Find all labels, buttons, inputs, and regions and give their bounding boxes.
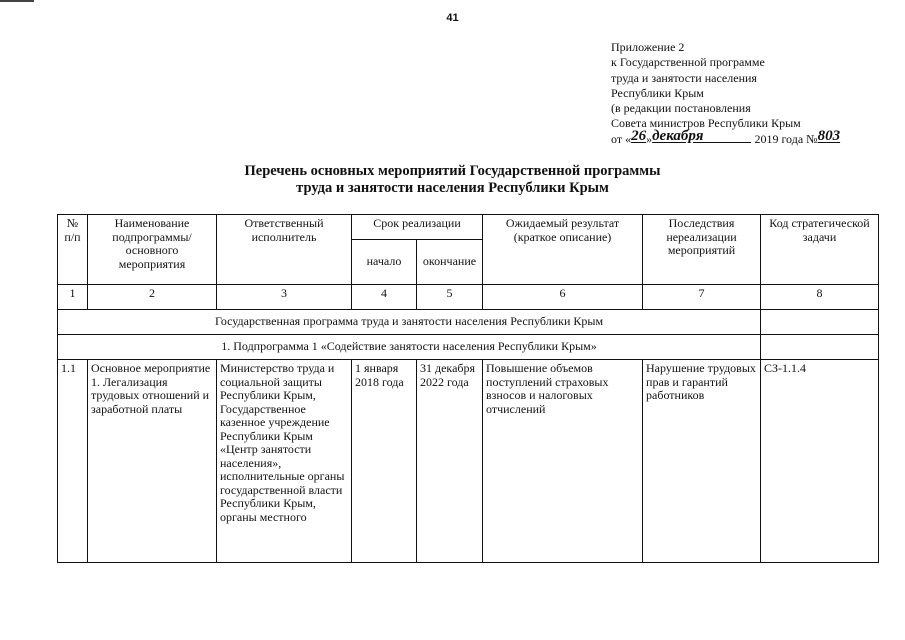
column-number: 7 bbox=[643, 285, 761, 310]
program-title: Государственная программа труда и занятости населения Республики Крым bbox=[58, 310, 761, 335]
date-day-handwritten: 26 bbox=[631, 127, 647, 144]
row-consequence: Нарушение трудовых прав и гарантий работников bbox=[643, 360, 761, 563]
column-number: 5 bbox=[417, 285, 483, 310]
header-executor: Ответственный исполнитель bbox=[217, 215, 352, 285]
appendix-line: Приложение 2 bbox=[611, 40, 685, 54]
program-code-empty bbox=[761, 310, 879, 335]
row-result: Повышение объемов поступлений страховых взносов и налоговых отчислений bbox=[483, 360, 643, 563]
column-number: 4 bbox=[352, 285, 417, 310]
activities-table bbox=[57, 214, 879, 563]
subprogram-title: 1. Подпрограмма 1 «Содействие занятости населения Республики Крым» bbox=[58, 335, 761, 360]
header-result: Ожидаемый результат (краткое описание) bbox=[483, 215, 643, 285]
document-title bbox=[0, 163, 905, 197]
header-period: Срок реализации bbox=[352, 215, 483, 240]
appendix-line: к Государственной программе bbox=[611, 55, 765, 70]
column-number: 1 bbox=[58, 285, 88, 310]
date-sep: » bbox=[646, 131, 653, 146]
date-year: 2019 года № bbox=[754, 131, 818, 146]
column-number: 6 bbox=[483, 285, 643, 310]
column-number: 2 bbox=[88, 285, 217, 310]
column-number-row bbox=[58, 285, 879, 310]
column-number: 8 bbox=[761, 285, 879, 310]
title-line-1: Перечень основных мероприятий Государственной программы bbox=[244, 163, 661, 179]
appendix-block bbox=[611, 40, 840, 147]
subprogram-code-empty bbox=[761, 335, 879, 360]
header-num: № п/п bbox=[58, 215, 88, 285]
header-end: окончание bbox=[417, 240, 483, 285]
date-prefix: от « bbox=[611, 131, 632, 146]
appendix-line: Республики Крым bbox=[611, 85, 704, 100]
row-name: Основное мероприятие 1. Легализация трудовых отношений и заработной платы bbox=[88, 360, 217, 563]
title-line-2: труда и занятости населения Республики Крым bbox=[296, 180, 609, 196]
appendix-date-line bbox=[611, 127, 841, 147]
appendix-line: (в редакции постановления bbox=[611, 101, 751, 116]
program-row bbox=[58, 310, 879, 335]
column-number: 3 bbox=[217, 285, 352, 310]
table-row bbox=[58, 360, 879, 563]
row-executor: Министерство труда и социальной защиты Республики Крым, Государственное казенное учреждение Республики Крым «Центр занятости населения», исполнительные органы государственной власти Республики Крым, органы местного bbox=[217, 360, 352, 563]
header-consequence: Последствия нереализации мероприятий bbox=[643, 215, 761, 285]
page-number: 41 bbox=[446, 12, 459, 24]
date-blank bbox=[703, 132, 751, 143]
header-code: Код стратегической задачи bbox=[761, 215, 879, 285]
appendix-line: Совета министров Республики Крым bbox=[611, 116, 801, 131]
subprogram-row bbox=[58, 335, 879, 360]
appendix-line: труда и занятости населения bbox=[611, 70, 757, 85]
date-number-handwritten: 803 bbox=[817, 127, 841, 144]
header-row bbox=[58, 215, 879, 240]
row-start: 1 января 2018 года bbox=[352, 360, 417, 563]
row-end: 31 декабря 2022 года bbox=[417, 360, 483, 563]
header-start: начало bbox=[352, 240, 417, 285]
date-month-handwritten: декабря bbox=[652, 127, 704, 144]
header-name: Наименование подпрограммы/ основного мероприятия bbox=[88, 215, 217, 285]
row-code: СЗ-1.1.4 bbox=[761, 360, 879, 563]
row-num: 1.1 bbox=[58, 360, 88, 563]
corner-scan-line bbox=[0, 0, 34, 2]
